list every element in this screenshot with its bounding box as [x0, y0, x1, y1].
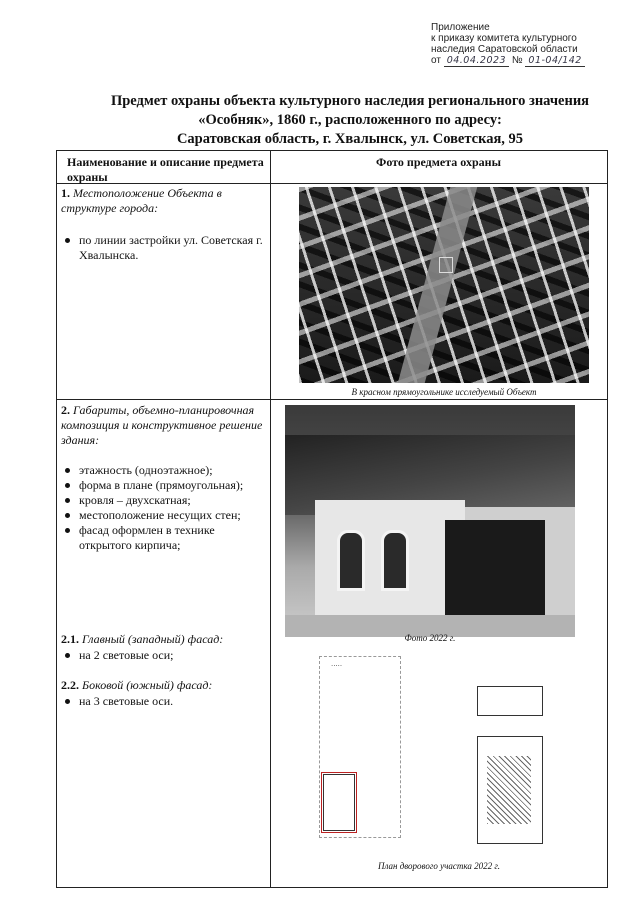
subsection-2-2-title-block	[61, 678, 266, 693]
appendix-line-3: наследия Саратовской области	[431, 44, 578, 55]
street-strip	[393, 187, 480, 383]
section-1-bullet: по линии застройки ул. Советская г. Хвалынска.	[61, 233, 266, 263]
number-label: №	[511, 55, 523, 66]
object-marker	[439, 257, 453, 273]
title-line-2: «Особняк», 1860 г., расположенного по адресу:	[198, 112, 502, 128]
window	[337, 530, 365, 591]
gate-dark	[445, 520, 545, 615]
object-highlight	[321, 772, 357, 833]
order-number: 01-04/142	[525, 55, 584, 67]
section-1-title: Местоположение Объекта в структуре города:	[61, 186, 222, 215]
section-2-bullet: фасад оформлен в технике открытого кирпича;	[61, 523, 266, 553]
title-line-3: Саратовская область, г. Хвалынск, ул. Советская, 95	[176, 131, 524, 147]
plan-annex	[477, 686, 543, 716]
section-2-bullet: местоположение несущих стен;	[61, 508, 266, 523]
subsection-2-1-bullet: на 2 световые оси;	[61, 648, 266, 663]
protection-table	[56, 150, 608, 888]
appendix-block	[431, 22, 585, 67]
building-photo	[285, 405, 575, 637]
plan-label: ·····	[331, 662, 343, 670]
section-2-bullet: кровля – двухскатная;	[61, 493, 266, 508]
window	[381, 530, 409, 591]
subsection-2-2-number: 2.2.	[61, 678, 79, 692]
section-2-bullet: форма в плане (прямоугольная);	[61, 478, 266, 493]
appendix-line-2: к приказу комитета культурного	[431, 33, 577, 44]
section-2-title: Габариты, объемно-планировочная композиция и конструктивное решение здания:	[61, 403, 263, 447]
subsection-2-2-bullet: на 3 световые оси.	[61, 694, 266, 709]
section-1-number: 1.	[61, 186, 70, 200]
order-date: 04.04.2023	[444, 55, 509, 67]
subsection-2-2-title: Боковой (южный) фасад:	[82, 678, 213, 692]
title-line-1: Предмет охраны объекта культурного наследия регионального значения	[110, 93, 590, 109]
document-title	[60, 92, 640, 149]
section-1-bullets	[61, 233, 266, 263]
subsection-2-1-number: 2.1.	[61, 632, 79, 646]
subsection-2-1-title: Главный (западный) фасад:	[82, 632, 224, 646]
section-2-bullet: этажность (одноэтажное);	[61, 463, 266, 478]
appendix-date-row	[431, 55, 585, 67]
building-photo-caption: Фото 2022 г.	[404, 633, 456, 643]
section-2-title-block	[61, 403, 266, 448]
subsection-2-1-title-block	[61, 632, 266, 647]
site-plan	[279, 646, 599, 858]
plan-hatched-area	[487, 756, 531, 824]
from-label: от	[431, 55, 441, 66]
subsection-2-2-bullets	[61, 694, 266, 709]
header-description: Наименование и описание предмета охраны	[67, 155, 264, 184]
aerial-caption: В красном прямоугольнике исследуемый Объект	[351, 387, 537, 397]
appendix-line-1: Приложение	[431, 22, 490, 33]
row-divider	[57, 399, 607, 400]
subsection-2-1-bullets	[61, 648, 266, 663]
section-2-bullets	[61, 463, 266, 553]
header-photo: Фото предмета охраны	[376, 155, 501, 169]
section-2-number: 2.	[61, 403, 70, 417]
column-divider	[270, 151, 271, 887]
aerial-photo	[299, 187, 589, 383]
plan-caption: План дворового участка 2022 г.	[377, 861, 501, 871]
section-1-title-block	[61, 186, 266, 216]
